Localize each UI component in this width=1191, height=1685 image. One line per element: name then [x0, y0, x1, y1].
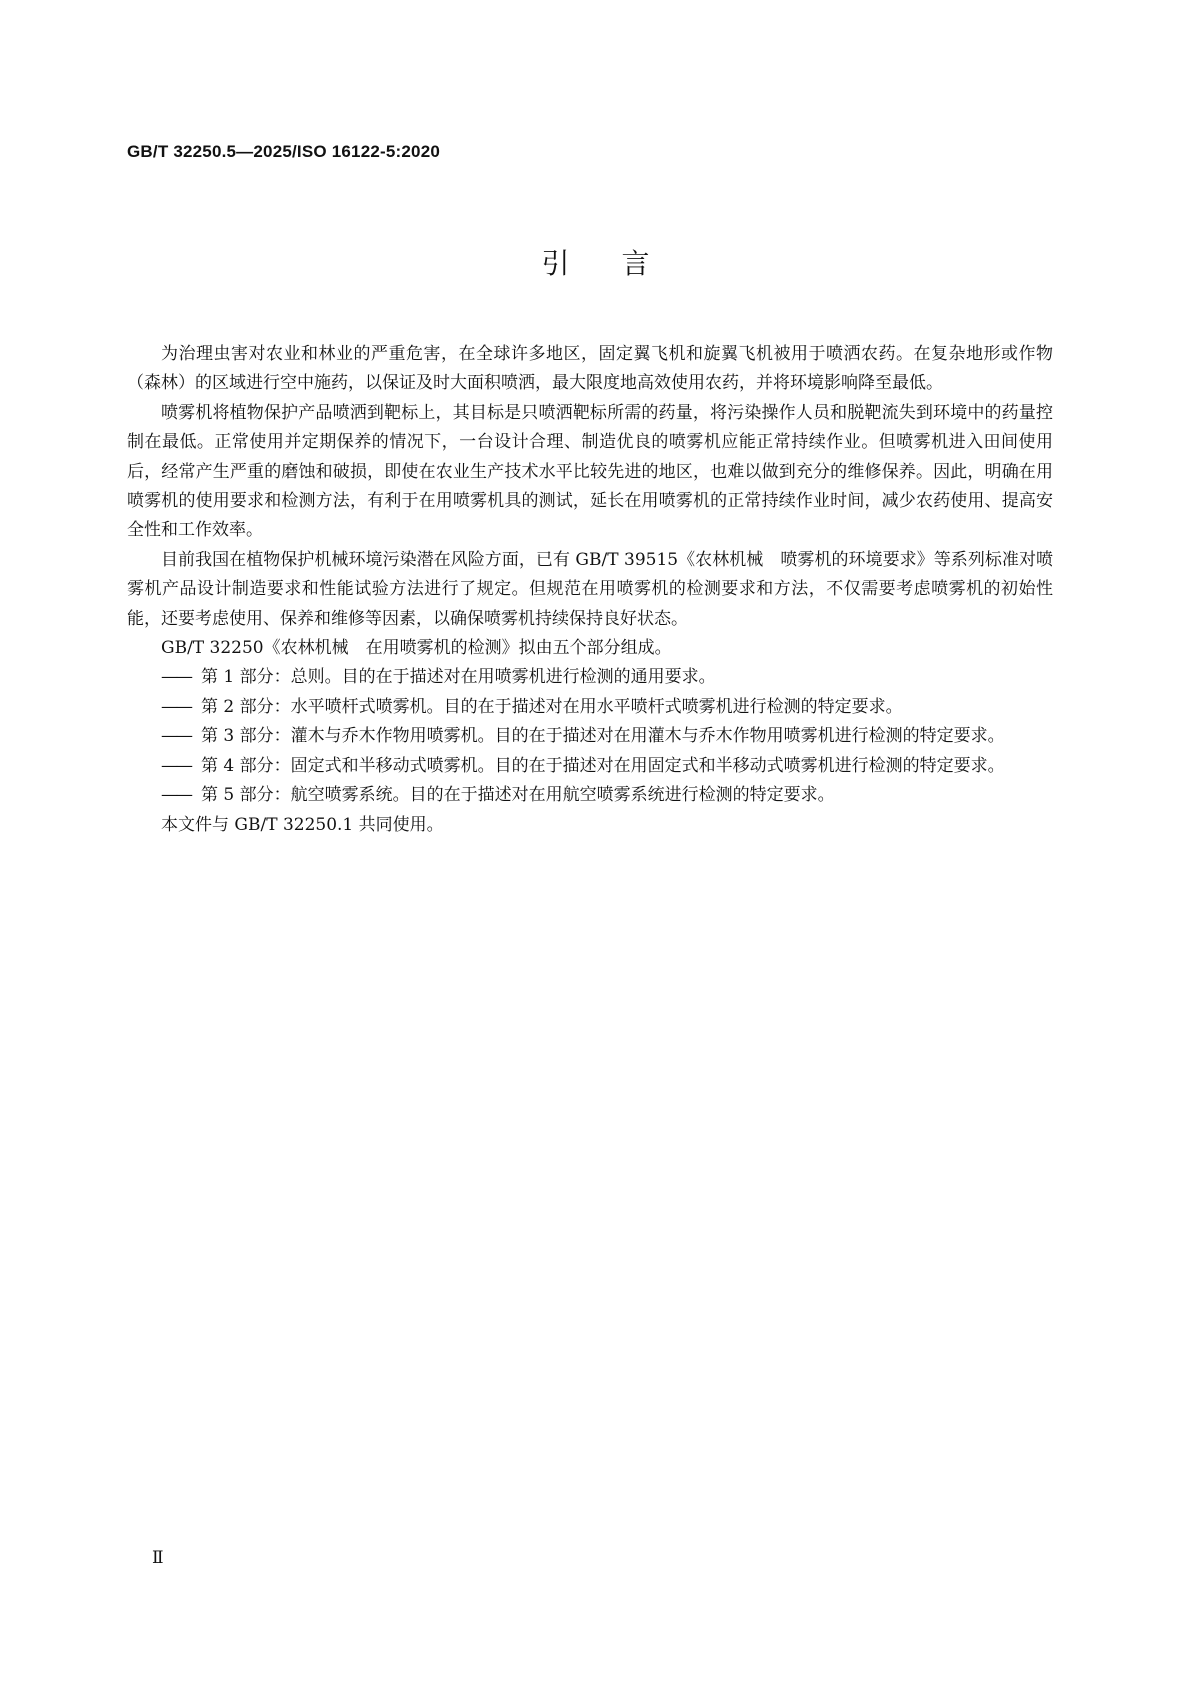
list-dash: —— — [161, 696, 191, 717]
standard-code-header: GB/T 32250.5—2025/ISO 16122-5:2020 — [127, 142, 440, 161]
list-dash: —— — [161, 726, 191, 747]
list-dash: —— — [161, 785, 191, 806]
list-item — [127, 722, 1053, 751]
list-dash: —— — [161, 755, 191, 776]
page-number: Ⅱ — [152, 1548, 164, 1568]
paragraph: 喷雾机将植物保护产品喷洒到靶标上，其目标是只喷洒靶标所需的药量，将污染操作人员和脱靶流失到环境中的药量控制在最低。正常使用并定期保养的情况下，一台设计合理、制造优良的喷雾机应能正常持续作业。但喷雾机进入田间使用后，经常产生严重的磨蚀和破损，即使在农业生产技术水平比较先进的地区，也难以做到充分的维修保养。因此，明确在用喷雾机的使用要求和检测方法，有利于在用喷雾机具的测试，延长在用喷雾机的正常持续作业时间，减少农药使用、提高安全性和工作效率。 — [127, 402, 1053, 541]
closing-paragraph: 本文件与 GB/T 32250.1 共同使用。 — [161, 814, 444, 835]
list-item — [127, 663, 1053, 692]
list-item — [127, 752, 1053, 781]
list-dash: —— — [161, 667, 191, 688]
list-item-text: 第 2 部分：水平喷杆式喷雾机。目的在于描述对在用水平喷杆式喷雾机进行检测的特定要求。 — [201, 696, 903, 717]
paragraph: GB/T 32250《农林机械 在用喷雾机的检测》拟由五个部分组成。 — [161, 638, 672, 659]
list-item — [127, 693, 1053, 722]
page-title: 引言 — [541, 247, 702, 280]
paragraph: 目前我国在植物保护机械环境污染潜在风险方面，已有 GB/T 39515《农林机械 喷雾机的环境要求》等系列标准对喷雾机产品设计制造要求和性能试验方法进行了规定。但规范在用喷雾机的检测要求和方法，不仅需要考虑喷雾机的初始性能，还要考虑使用、保养和维修等因素，以确保喷雾机持续保持良好状态。 — [127, 549, 1053, 629]
list-item-text: 第 4 部分：固定式和半移动式喷雾机。目的在于描述对在用固定式和半移动式喷雾机进行检测的特定要求。 — [201, 755, 1005, 776]
paragraph: 为治理虫害对农业和林业的严重危害，在全球许多地区，固定翼飞机和旋翼飞机被用于喷洒农药。在复杂地形或作物（森林）的区域进行空中施药，以保证及时大面积喷洒，最大限度地高效使用农药，并将环境影响降至最低。 — [127, 344, 1053, 394]
list-item-text: 第 5 部分：航空喷雾系统。目的在于描述对在用航空喷雾系统进行检测的特定要求。 — [201, 785, 835, 806]
introduction-body — [127, 340, 1053, 840]
list-item-text: 第 1 部分：总则。目的在于描述对在用喷雾机进行检测的通用要求。 — [201, 667, 716, 688]
list-item-text: 第 3 部分：灌木与乔木作物用喷雾机。目的在于描述对在用灌木与乔木作物用喷雾机进行检测的特定要求。 — [201, 726, 1005, 747]
list-item — [127, 781, 1053, 810]
